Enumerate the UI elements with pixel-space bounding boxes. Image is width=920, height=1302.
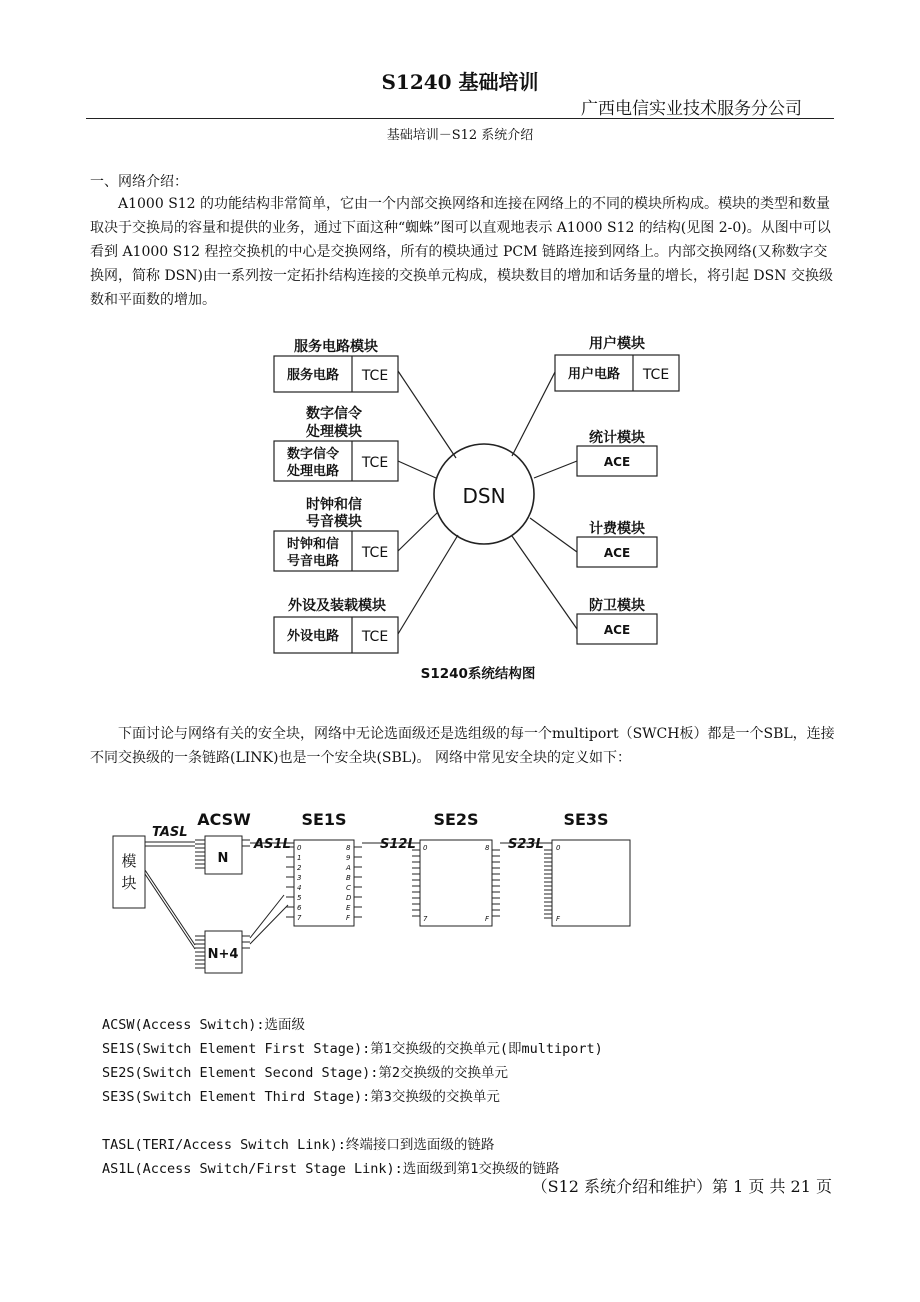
definition-item: SE1S(Switch Element First Stage):第1交换级的交换单元(即multiport) bbox=[102, 1041, 603, 1057]
port-label: B bbox=[346, 874, 351, 882]
port-label: 5 bbox=[297, 894, 302, 902]
dsn-label: DSN bbox=[462, 484, 506, 508]
module-label: 模 bbox=[121, 852, 137, 870]
acsw-n4-label: N+4 bbox=[207, 947, 239, 962]
port-label: 4 bbox=[297, 884, 302, 892]
port-label: 0 bbox=[297, 844, 302, 852]
port-label: F bbox=[346, 914, 351, 922]
diagram-caption: S1240系统结构图 bbox=[420, 666, 536, 682]
definition-item: TASL(TERI/Access Switch Link):终端接口到选面级的链路 bbox=[102, 1137, 495, 1153]
definition-item: SE2S(Switch Element Second Stage):第2交换级的交换单元 bbox=[102, 1065, 508, 1081]
page-subtitle: 基础培训－S12 系统介绍 bbox=[386, 128, 534, 143]
stage-label-se2s: SE2S bbox=[433, 810, 479, 829]
module-box bbox=[113, 836, 145, 908]
tce-label: TCE bbox=[361, 545, 389, 561]
port-label: 7 bbox=[423, 915, 428, 923]
port-label: 0 bbox=[556, 844, 561, 852]
company-name: 广西电信实业技术服务分公司 bbox=[581, 99, 802, 119]
port-label: 0 bbox=[423, 844, 428, 852]
module-title: 外设及装载模块 bbox=[288, 598, 386, 614]
definition-item: ACSW(Access Switch):选面级 bbox=[102, 1017, 306, 1033]
port-label: 1 bbox=[297, 854, 302, 862]
module-title: 统计模块 bbox=[589, 430, 645, 446]
link-label-s23l: S23L bbox=[508, 837, 544, 852]
module-unit: 处理电路 bbox=[286, 464, 340, 479]
port-label: 9 bbox=[346, 854, 351, 862]
link-label-as1l: AS1L bbox=[254, 837, 291, 852]
link-label-tasl: TASL bbox=[152, 825, 188, 840]
port-label: E bbox=[346, 904, 351, 912]
tce-label: TCE bbox=[642, 367, 670, 383]
module-unit: 数字信令 bbox=[286, 447, 340, 462]
se2s-box bbox=[420, 840, 492, 926]
link-label-s12l: S12L bbox=[380, 837, 416, 852]
port-label: F bbox=[556, 915, 561, 923]
module-unit: 号音电路 bbox=[286, 554, 340, 569]
port-label: 8 bbox=[485, 844, 490, 852]
acsw-n-label: N bbox=[217, 851, 229, 866]
port-label: 2 bbox=[297, 864, 302, 872]
module-title: 号音模块 bbox=[306, 514, 362, 530]
stage-label-acsw: ACSW bbox=[197, 810, 251, 829]
ace-label: ACE bbox=[603, 546, 631, 560]
section-heading: 一、网络介绍： bbox=[90, 174, 188, 190]
stage-label-se1s: SE1S bbox=[301, 810, 347, 829]
module-unit: 用户电路 bbox=[567, 367, 621, 382]
module-title: 处理模块 bbox=[306, 424, 362, 440]
stage-label-se3s: SE3S bbox=[563, 810, 609, 829]
module-title: 计费模块 bbox=[589, 521, 645, 537]
module-title: 服务电路模块 bbox=[294, 339, 378, 355]
intro-paragraph: A1000 S12 的功能结构非常简单，它由一个内部交换网络和连接在网络上的不同的模块所构成。模块的类型和数量取决于交换局的容量和提供的业务，通过下面这种“蜘蛛”图可以直观地表示 A1000 S12 的结构(见图 2-0)。从图中可以看到 A1000 S12 程控交换机的中心是交换网络，所有的模块通过 PCM 链路连接到网络上。内部交换网络(又称数字交换网，简称 DSN)由一系列按一定拓扑结构连接的交换单元构成，模块数目的增加和话务量的增长，将引起 DSN 交换级数和平面数的增加。 bbox=[90, 196, 833, 308]
port-label: C bbox=[346, 884, 351, 892]
tce-label: TCE bbox=[361, 629, 389, 645]
module-title: 时钟和信 bbox=[306, 497, 362, 513]
port-label: A bbox=[346, 864, 351, 872]
page-title: S1240 基础培训 bbox=[381, 70, 539, 94]
module-title: 数字信令 bbox=[306, 406, 362, 422]
module-title: 用户模块 bbox=[589, 336, 645, 352]
ace-label: ACE bbox=[603, 623, 631, 637]
se3s-box bbox=[552, 840, 630, 926]
module-title: 防卫模块 bbox=[589, 598, 645, 614]
tce-label: TCE bbox=[361, 368, 389, 384]
port-label: 3 bbox=[297, 874, 302, 882]
port-label: 7 bbox=[297, 914, 302, 922]
port-label: F bbox=[485, 915, 490, 923]
se1s-box bbox=[294, 840, 354, 926]
module-label: 块 bbox=[121, 874, 137, 892]
ace-label: ACE bbox=[603, 455, 631, 469]
definition-spacer bbox=[102, 1109, 603, 1133]
module-unit: 外设电路 bbox=[286, 629, 340, 644]
module-unit: 服务电路 bbox=[286, 368, 340, 383]
port-label: 6 bbox=[297, 904, 302, 912]
definitions-list bbox=[102, 1013, 603, 1181]
tce-label: TCE bbox=[361, 455, 389, 471]
module-unit: 时钟和信 bbox=[286, 537, 340, 552]
port-label: D bbox=[346, 894, 352, 902]
page-footer: （S12 系统介绍和维护）第 1 页 共 21 页 bbox=[531, 1177, 832, 1196]
definition-item: SE3S(Switch Element Third Stage):第3交换级的交换单元 bbox=[102, 1089, 500, 1105]
definition-item: AS1L(Access Switch/First Stage Link):选面级到第1交换级的链路 bbox=[102, 1161, 560, 1177]
sbl-paragraph: 下面讨论与网络有关的安全块，网络中无论选面级还是选组级的每一个multiport（SWCH板）都是一个SBL，连接不同交换级的一条链路(LINK)也是一个安全块(SBL)。 网络中常见安全块的定义如下： bbox=[90, 726, 835, 766]
port-label: 8 bbox=[346, 844, 351, 852]
